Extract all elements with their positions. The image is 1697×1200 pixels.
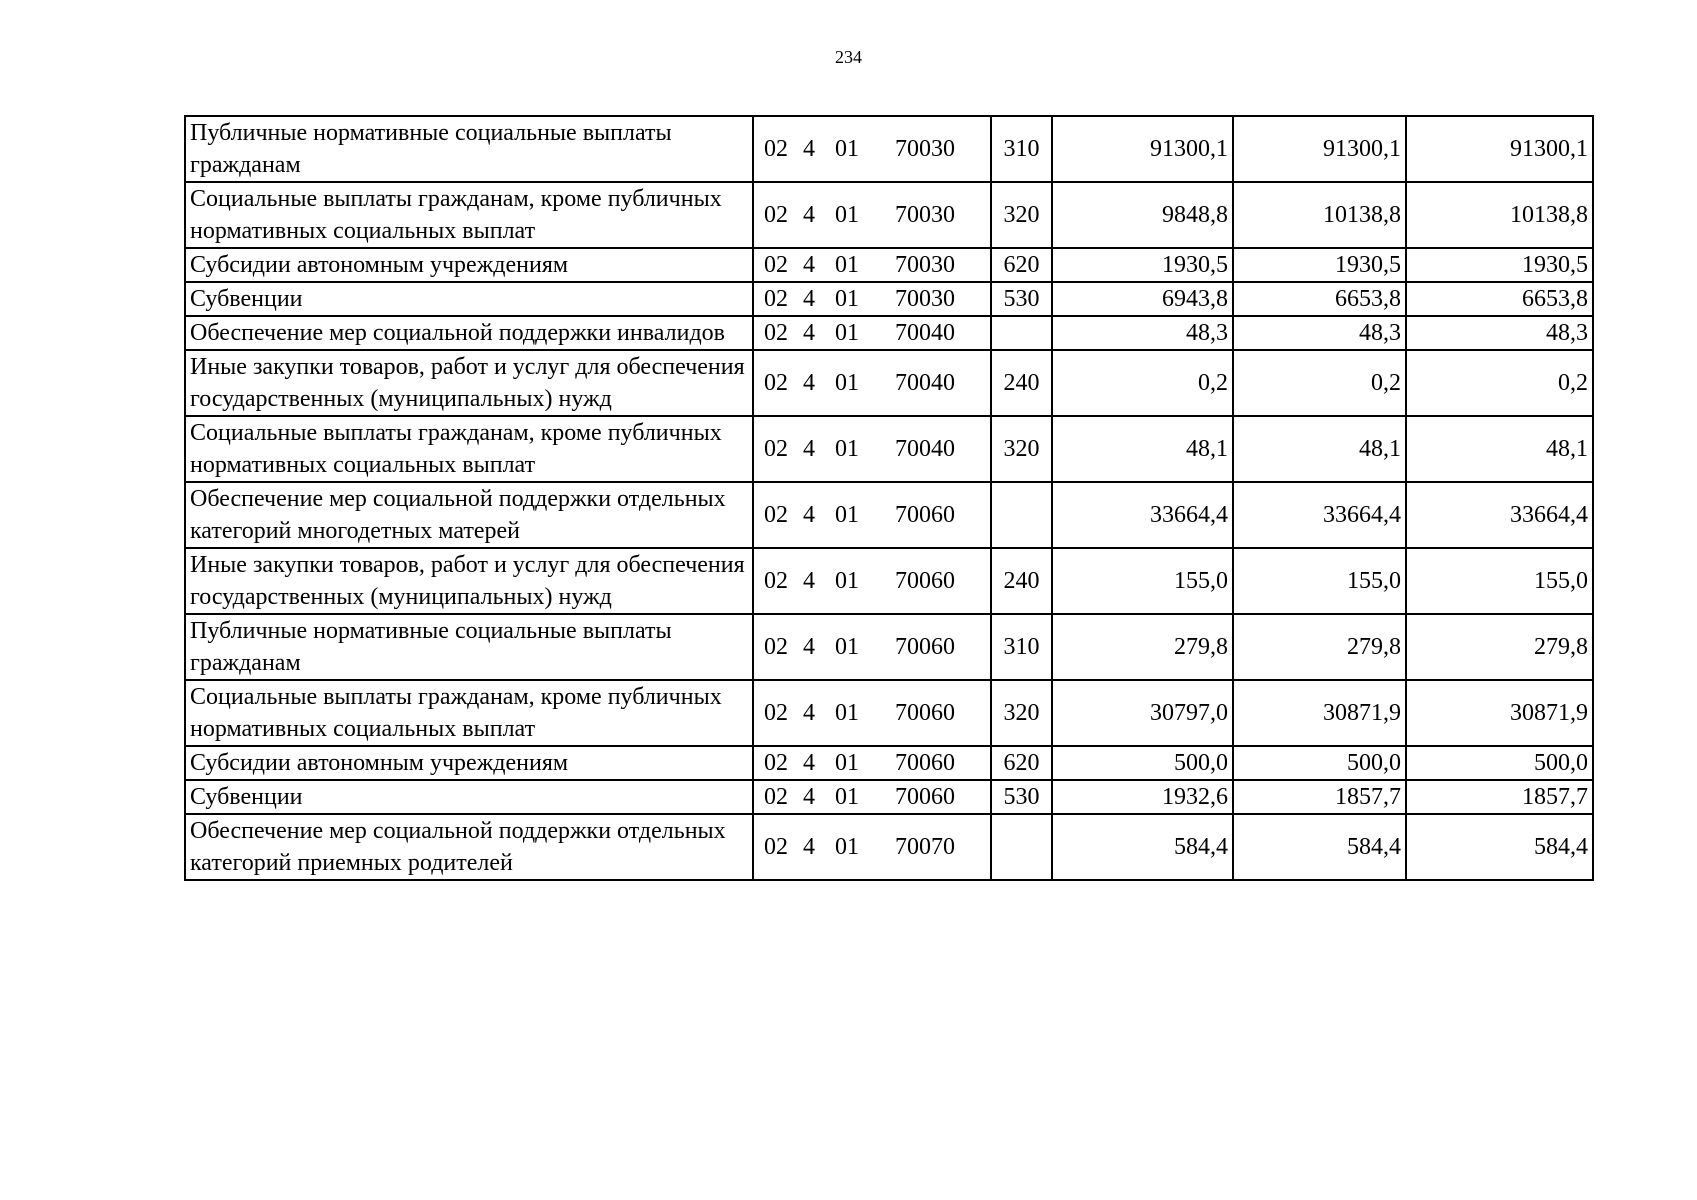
table-row <box>185 680 1593 746</box>
code-subprogram: 4 <box>803 834 815 860</box>
row-amount-year-3: 6653,8 <box>1406 282 1593 316</box>
row-expense-kind <box>991 814 1052 880</box>
code-program: 02 <box>764 370 788 396</box>
row-expense-kind: 240 <box>991 350 1052 416</box>
row-code <box>753 248 991 282</box>
table-row <box>185 814 1593 880</box>
row-name: Социальные выплаты гражданам, кроме публичных нормативных социальных выплат <box>185 416 753 482</box>
row-code <box>753 316 991 350</box>
row-amount-year-3: 1857,7 <box>1406 780 1593 814</box>
row-amount-year-3: 33664,4 <box>1406 482 1593 548</box>
row-amount-year-2: 279,8 <box>1233 614 1406 680</box>
row-name: Публичные нормативные социальные выплаты гражданам <box>185 614 753 680</box>
table-row <box>185 416 1593 482</box>
row-code <box>753 282 991 316</box>
row-expense-kind <box>991 316 1052 350</box>
table-row <box>185 746 1593 780</box>
row-name: Иные закупки товаров, работ и услуг для обеспечения государственных (муниципальных) нужд <box>185 350 753 416</box>
code-program: 02 <box>764 320 788 346</box>
row-code <box>753 548 991 614</box>
row-amount-year-3: 10138,8 <box>1406 182 1593 248</box>
row-amount-year-1: 500,0 <box>1052 746 1233 780</box>
code-program: 02 <box>764 136 788 162</box>
row-code <box>753 116 991 182</box>
row-expense-kind <box>991 482 1052 548</box>
row-name: Субвенции <box>185 282 753 316</box>
code-program: 02 <box>764 502 788 528</box>
code-direction: 70040 <box>895 370 955 396</box>
code-program: 02 <box>764 784 788 810</box>
code-main-event: 01 <box>835 750 859 776</box>
row-amount-year-3: 48,3 <box>1406 316 1593 350</box>
code-main-event: 01 <box>835 202 859 228</box>
row-amount-year-3: 91300,1 <box>1406 116 1593 182</box>
row-amount-year-3: 500,0 <box>1406 746 1593 780</box>
row-code <box>753 350 991 416</box>
table-row <box>185 482 1593 548</box>
code-main-event: 01 <box>835 834 859 860</box>
row-code <box>753 416 991 482</box>
code-direction: 70070 <box>895 834 955 860</box>
row-name: Субвенции <box>185 780 753 814</box>
code-direction: 70030 <box>895 202 955 228</box>
code-program: 02 <box>764 568 788 594</box>
code-main-event: 01 <box>835 136 859 162</box>
code-main-event: 01 <box>835 252 859 278</box>
row-name: Иные закупки товаров, работ и услуг для обеспечения государственных (муниципальных) нужд <box>185 548 753 614</box>
code-main-event: 01 <box>835 370 859 396</box>
table-row <box>185 548 1593 614</box>
row-amount-year-3: 0,2 <box>1406 350 1593 416</box>
row-code <box>753 482 991 548</box>
code-main-event: 01 <box>835 502 859 528</box>
budget-table-body <box>185 116 1593 880</box>
row-amount-year-3: 155,0 <box>1406 548 1593 614</box>
code-direction: 70060 <box>895 750 955 776</box>
code-main-event: 01 <box>835 568 859 594</box>
table-row <box>185 614 1593 680</box>
row-amount-year-1: 1932,6 <box>1052 780 1233 814</box>
code-direction: 70030 <box>895 286 955 312</box>
row-amount-year-2: 33664,4 <box>1233 482 1406 548</box>
code-subprogram: 4 <box>803 252 815 278</box>
code-main-event: 01 <box>835 634 859 660</box>
code-main-event: 01 <box>835 286 859 312</box>
row-code <box>753 614 991 680</box>
row-amount-year-1: 33664,4 <box>1052 482 1233 548</box>
code-subprogram: 4 <box>803 700 815 726</box>
row-name: Социальные выплаты гражданам, кроме публичных нормативных социальных выплат <box>185 680 753 746</box>
code-subprogram: 4 <box>803 370 815 396</box>
row-amount-year-2: 30871,9 <box>1233 680 1406 746</box>
row-amount-year-2: 6653,8 <box>1233 282 1406 316</box>
code-main-event: 01 <box>835 784 859 810</box>
row-expense-kind: 320 <box>991 182 1052 248</box>
code-subprogram: 4 <box>803 634 815 660</box>
code-subprogram: 4 <box>803 202 815 228</box>
row-amount-year-1: 279,8 <box>1052 614 1233 680</box>
row-name: Публичные нормативные социальные выплаты гражданам <box>185 116 753 182</box>
row-amount-year-3: 48,1 <box>1406 416 1593 482</box>
row-code <box>753 182 991 248</box>
row-expense-kind: 530 <box>991 282 1052 316</box>
row-amount-year-2: 91300,1 <box>1233 116 1406 182</box>
row-name: Субсидии автономным учреждениям <box>185 746 753 780</box>
code-subprogram: 4 <box>803 320 815 346</box>
table-row <box>185 116 1593 182</box>
row-amount-year-2: 155,0 <box>1233 548 1406 614</box>
table-row <box>185 248 1593 282</box>
row-amount-year-1: 584,4 <box>1052 814 1233 880</box>
row-name: Обеспечение мер социальной поддержки инвалидов <box>185 316 753 350</box>
row-amount-year-3: 279,8 <box>1406 614 1593 680</box>
code-program: 02 <box>764 834 788 860</box>
table-row <box>185 316 1593 350</box>
row-amount-year-2: 584,4 <box>1233 814 1406 880</box>
code-program: 02 <box>764 202 788 228</box>
row-amount-year-1: 9848,8 <box>1052 182 1233 248</box>
code-direction: 70030 <box>895 136 955 162</box>
row-expense-kind: 320 <box>991 680 1052 746</box>
row-amount-year-1: 48,3 <box>1052 316 1233 350</box>
row-expense-kind: 320 <box>991 416 1052 482</box>
row-amount-year-3: 30871,9 <box>1406 680 1593 746</box>
row-name: Обеспечение мер социальной поддержки отдельных категорий приемных родителей <box>185 814 753 880</box>
code-direction: 70060 <box>895 700 955 726</box>
row-name: Социальные выплаты гражданам, кроме публичных нормативных социальных выплат <box>185 182 753 248</box>
row-amount-year-1: 6943,8 <box>1052 282 1233 316</box>
row-amount-year-1: 30797,0 <box>1052 680 1233 746</box>
code-subprogram: 4 <box>803 436 815 462</box>
row-amount-year-2: 500,0 <box>1233 746 1406 780</box>
row-amount-year-1: 155,0 <box>1052 548 1233 614</box>
code-direction: 70040 <box>895 320 955 346</box>
code-program: 02 <box>764 750 788 776</box>
row-code <box>753 680 991 746</box>
row-expense-kind: 240 <box>991 548 1052 614</box>
row-expense-kind: 310 <box>991 614 1052 680</box>
code-direction: 70040 <box>895 436 955 462</box>
table-row <box>185 182 1593 248</box>
row-expense-kind: 620 <box>991 248 1052 282</box>
row-amount-year-2: 10138,8 <box>1233 182 1406 248</box>
code-main-event: 01 <box>835 700 859 726</box>
code-direction: 70060 <box>895 502 955 528</box>
code-main-event: 01 <box>835 320 859 346</box>
code-subprogram: 4 <box>803 750 815 776</box>
code-direction: 70030 <box>895 252 955 278</box>
row-amount-year-1: 1930,5 <box>1052 248 1233 282</box>
code-subprogram: 4 <box>803 502 815 528</box>
code-subprogram: 4 <box>803 286 815 312</box>
table-row <box>185 350 1593 416</box>
code-program: 02 <box>764 436 788 462</box>
page-number: 234 <box>835 47 862 67</box>
code-program: 02 <box>764 700 788 726</box>
code-subprogram: 4 <box>803 784 815 810</box>
table-row <box>185 780 1593 814</box>
row-amount-year-2: 48,3 <box>1233 316 1406 350</box>
code-subprogram: 4 <box>803 568 815 594</box>
row-amount-year-2: 1857,7 <box>1233 780 1406 814</box>
code-program: 02 <box>764 286 788 312</box>
row-name: Субсидии автономным учреждениям <box>185 248 753 282</box>
code-main-event: 01 <box>835 436 859 462</box>
row-amount-year-2: 48,1 <box>1233 416 1406 482</box>
row-expense-kind: 620 <box>991 746 1052 780</box>
row-amount-year-3: 584,4 <box>1406 814 1593 880</box>
row-code <box>753 814 991 880</box>
code-program: 02 <box>764 634 788 660</box>
code-direction: 70060 <box>895 634 955 660</box>
row-amount-year-2: 1930,5 <box>1233 248 1406 282</box>
row-code <box>753 746 991 780</box>
code-direction: 70060 <box>895 784 955 810</box>
row-amount-year-2: 0,2 <box>1233 350 1406 416</box>
row-amount-year-3: 1930,5 <box>1406 248 1593 282</box>
table-row <box>185 282 1593 316</box>
code-subprogram: 4 <box>803 136 815 162</box>
row-expense-kind: 310 <box>991 116 1052 182</box>
row-name: Обеспечение мер социальной поддержки отдельных категорий многодетных матерей <box>185 482 753 548</box>
row-expense-kind: 530 <box>991 780 1052 814</box>
code-program: 02 <box>764 252 788 278</box>
budget-table <box>184 115 1594 881</box>
code-direction: 70060 <box>895 568 955 594</box>
row-code <box>753 780 991 814</box>
row-amount-year-1: 0,2 <box>1052 350 1233 416</box>
row-amount-year-1: 48,1 <box>1052 416 1233 482</box>
row-amount-year-1: 91300,1 <box>1052 116 1233 182</box>
